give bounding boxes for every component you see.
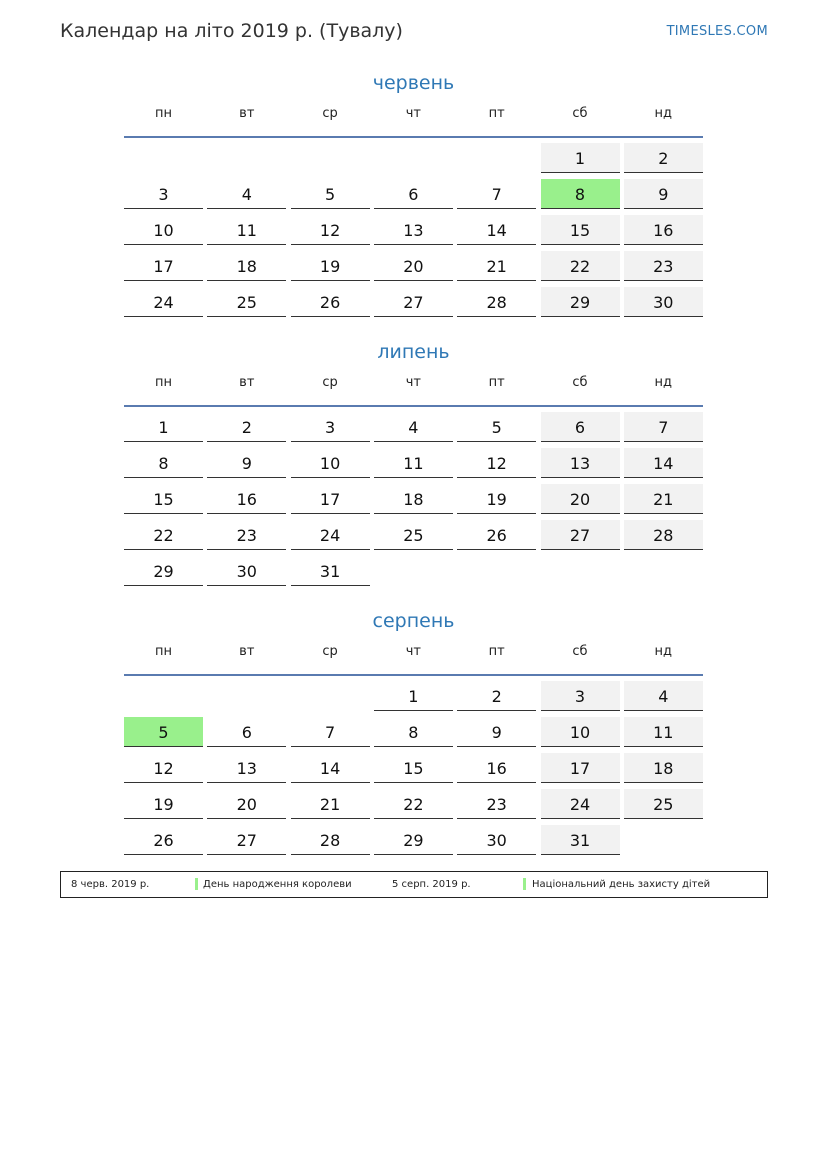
weekday-label: пн <box>155 375 172 390</box>
day-cell: 18 <box>374 484 453 514</box>
month-block <box>124 339 703 592</box>
page-title: Календар на літо 2019 р. (Тувалу) <box>60 20 403 42</box>
day-cell: 12 <box>457 448 536 478</box>
day-cell: 15 <box>374 753 453 783</box>
day-cell: 3 <box>124 179 203 209</box>
day-cell: 5 <box>124 717 203 747</box>
day-cell: 3 <box>291 412 370 442</box>
weekday-label: сб <box>572 106 588 121</box>
day-grid <box>124 143 703 323</box>
day-cell: 1 <box>124 412 203 442</box>
day-cell: 6 <box>374 179 453 209</box>
day-cell: 11 <box>624 717 703 747</box>
day-cell: 14 <box>624 448 703 478</box>
day-cell: 15 <box>541 215 620 245</box>
day-cell: 1 <box>374 681 453 711</box>
month-block <box>124 70 703 323</box>
weekday-label: нд <box>654 106 673 121</box>
day-cell: 13 <box>207 753 286 783</box>
day-cell: 23 <box>624 251 703 281</box>
weekday-label: ср <box>322 644 338 659</box>
day-cell: 25 <box>624 789 703 819</box>
day-cell: 24 <box>541 789 620 819</box>
day-cell: 15 <box>124 484 203 514</box>
day-cell: 11 <box>207 215 286 245</box>
day-cell: 4 <box>207 179 286 209</box>
weekday-label: чт <box>405 106 422 121</box>
day-cell: 21 <box>624 484 703 514</box>
day-cell: 9 <box>207 448 286 478</box>
day-cell: 8 <box>374 717 453 747</box>
day-cell: 29 <box>374 825 453 855</box>
day-cell: 18 <box>207 251 286 281</box>
day-cell: 30 <box>624 287 703 317</box>
day-cell: 4 <box>624 681 703 711</box>
day-cell: 13 <box>374 215 453 245</box>
day-cell: 27 <box>374 287 453 317</box>
day-cell: 31 <box>291 556 370 586</box>
weekday-label: нд <box>654 644 673 659</box>
day-cell: 23 <box>207 520 286 550</box>
header-divider <box>124 674 703 676</box>
day-cell: 30 <box>457 825 536 855</box>
day-cell: 16 <box>207 484 286 514</box>
day-cell: 12 <box>124 753 203 783</box>
day-cell: 11 <box>374 448 453 478</box>
month-name: липень <box>377 341 450 363</box>
day-cell: 2 <box>624 143 703 173</box>
legend-date-2: 5 серп. 2019 р. <box>392 879 471 890</box>
day-cell: 9 <box>624 179 703 209</box>
weekday-label: сб <box>572 644 588 659</box>
legend-date-1: 8 черв. 2019 р. <box>71 879 150 890</box>
weekday-label: вт <box>239 106 255 121</box>
weekday-label: нд <box>654 375 673 390</box>
day-cell: 14 <box>457 215 536 245</box>
holiday-legend <box>60 871 768 898</box>
weekday-label: пн <box>155 106 172 121</box>
day-cell: 26 <box>457 520 536 550</box>
day-cell: 28 <box>457 287 536 317</box>
day-cell: 13 <box>541 448 620 478</box>
weekday-label: чт <box>405 375 422 390</box>
day-cell: 17 <box>124 251 203 281</box>
day-cell: 18 <box>624 753 703 783</box>
day-cell: 29 <box>541 287 620 317</box>
day-cell: 27 <box>541 520 620 550</box>
weekday-header <box>124 644 703 674</box>
day-cell: 17 <box>291 484 370 514</box>
day-cell: 28 <box>291 825 370 855</box>
weekday-header <box>124 106 703 136</box>
month-name: серпень <box>372 610 455 632</box>
day-cell: 16 <box>624 215 703 245</box>
day-cell: 14 <box>291 753 370 783</box>
day-cell: 26 <box>124 825 203 855</box>
day-cell: 27 <box>207 825 286 855</box>
day-cell: 19 <box>457 484 536 514</box>
legend-color-mark-1 <box>195 878 198 890</box>
day-grid <box>124 412 703 592</box>
day-cell: 2 <box>457 681 536 711</box>
day-cell: 10 <box>291 448 370 478</box>
day-cell: 31 <box>541 825 620 855</box>
header-divider <box>124 405 703 407</box>
weekday-label: пт <box>488 644 505 659</box>
day-cell: 22 <box>541 251 620 281</box>
day-cell: 12 <box>291 215 370 245</box>
day-cell: 24 <box>124 287 203 317</box>
day-cell: 25 <box>374 520 453 550</box>
legend-name-1: День народження королеви <box>203 879 352 890</box>
weekday-label: пт <box>488 106 505 121</box>
legend-name-2: Національний день захисту дітей <box>532 879 711 890</box>
month-block <box>124 608 703 861</box>
day-cell: 9 <box>457 717 536 747</box>
weekday-label: ср <box>322 106 338 121</box>
day-cell: 5 <box>457 412 536 442</box>
day-cell: 6 <box>207 717 286 747</box>
weekday-label: ср <box>322 375 338 390</box>
day-cell: 5 <box>291 179 370 209</box>
day-cell: 23 <box>457 789 536 819</box>
day-cell: 10 <box>541 717 620 747</box>
day-cell: 19 <box>124 789 203 819</box>
day-cell: 8 <box>541 179 620 209</box>
day-cell: 30 <box>207 556 286 586</box>
day-cell: 4 <box>374 412 453 442</box>
weekday-label: вт <box>239 375 255 390</box>
header-divider <box>124 136 703 138</box>
weekday-label: чт <box>405 644 422 659</box>
day-cell: 28 <box>624 520 703 550</box>
day-cell: 19 <box>291 251 370 281</box>
day-cell: 20 <box>374 251 453 281</box>
day-cell: 7 <box>291 717 370 747</box>
day-cell: 21 <box>457 251 536 281</box>
month-name: червень <box>372 72 455 94</box>
day-cell: 22 <box>124 520 203 550</box>
day-cell: 21 <box>291 789 370 819</box>
day-cell: 3 <box>541 681 620 711</box>
weekday-label: пн <box>155 644 172 659</box>
day-cell: 20 <box>207 789 286 819</box>
day-cell: 22 <box>374 789 453 819</box>
day-cell: 6 <box>541 412 620 442</box>
day-cell: 8 <box>124 448 203 478</box>
weekday-label: сб <box>572 375 588 390</box>
day-cell: 17 <box>541 753 620 783</box>
day-cell: 2 <box>207 412 286 442</box>
page-header <box>60 20 768 46</box>
weekday-label: вт <box>239 644 255 659</box>
day-cell: 1 <box>541 143 620 173</box>
day-cell: 25 <box>207 287 286 317</box>
day-cell: 10 <box>124 215 203 245</box>
day-cell: 7 <box>457 179 536 209</box>
day-cell: 16 <box>457 753 536 783</box>
day-cell: 20 <box>541 484 620 514</box>
site-link[interactable]: TIMESLES.COM <box>666 24 768 39</box>
day-grid <box>124 681 703 861</box>
weekday-header <box>124 375 703 405</box>
legend-color-mark-2 <box>523 878 526 890</box>
day-cell: 24 <box>291 520 370 550</box>
day-cell: 26 <box>291 287 370 317</box>
day-cell: 7 <box>624 412 703 442</box>
weekday-label: пт <box>488 375 505 390</box>
day-cell: 29 <box>124 556 203 586</box>
